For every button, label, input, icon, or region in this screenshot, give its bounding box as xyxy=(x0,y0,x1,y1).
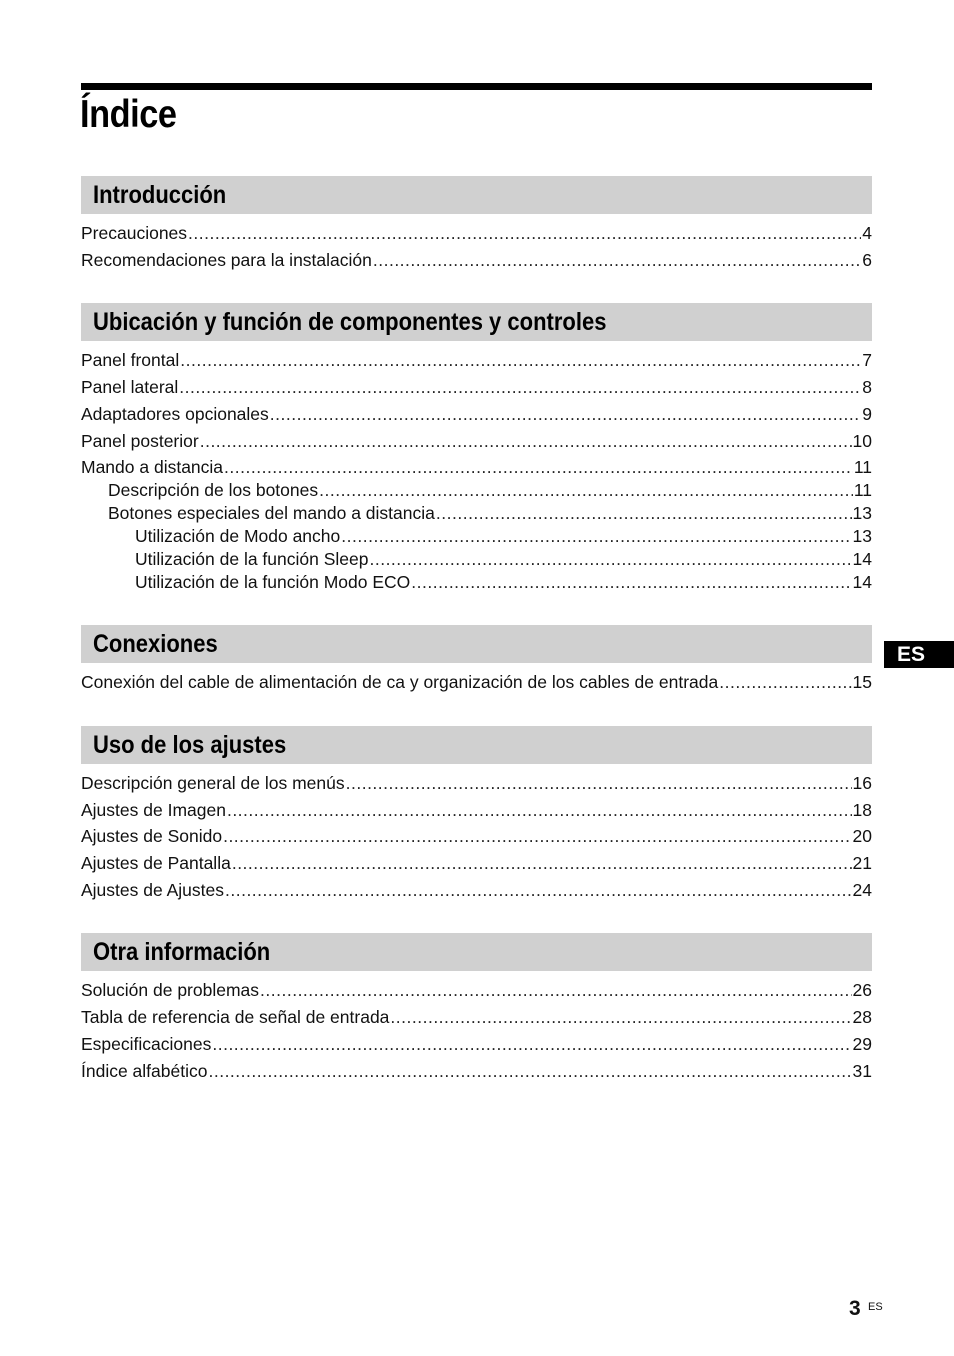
toc-entry-label: Panel frontal xyxy=(81,350,180,370)
toc-entry-label: Botones especiales del mando a distancia xyxy=(108,503,435,523)
toc-entry-label: Panel posterior xyxy=(81,431,199,451)
dot-leader xyxy=(341,525,851,547)
page-language-code: ES xyxy=(868,1301,883,1313)
toc-entry-label: Panel lateral xyxy=(81,377,179,397)
toc-entry[interactable] xyxy=(81,1006,872,1028)
page-title: Índice xyxy=(80,93,177,136)
toc-entry-label: Utilización de la función Sleep xyxy=(135,549,369,569)
toc-entry[interactable] xyxy=(81,1033,872,1055)
toc-entry-label: Utilización de Modo ancho xyxy=(135,526,341,546)
toc-entry[interactable] xyxy=(81,430,872,452)
toc-entry-label: Descripción de los botones xyxy=(108,480,319,500)
section-header-otra-informacion xyxy=(81,933,872,971)
toc-entry-label: Descripción general de los menús xyxy=(81,773,345,793)
toc-entry-page: 21 xyxy=(852,853,872,873)
toc-entry-label: Tabla de referencia de señal de entrada xyxy=(81,1007,390,1027)
dot-leader xyxy=(319,479,853,501)
dot-leader xyxy=(200,430,852,452)
section-header-ubicacion xyxy=(81,303,872,341)
toc-entry-page: 13 xyxy=(852,503,872,523)
dot-leader xyxy=(346,772,852,794)
section-heading: Ubicación y función de componentes y controles xyxy=(93,308,607,336)
toc-entry-label: Precauciones xyxy=(81,223,188,243)
dot-leader xyxy=(208,1060,851,1082)
top-rule xyxy=(81,83,872,90)
toc-entry-page: 14 xyxy=(852,572,872,592)
toc-entry-page: 7 xyxy=(862,350,872,370)
toc-entry[interactable] xyxy=(81,349,872,371)
toc-entry[interactable] xyxy=(81,1060,872,1082)
section-header-uso-ajustes xyxy=(81,726,872,764)
toc-subentry[interactable] xyxy=(108,502,872,524)
dot-leader xyxy=(411,571,851,593)
toc-entry[interactable] xyxy=(81,222,872,244)
section-heading: Conexiones xyxy=(93,630,218,658)
dot-leader xyxy=(188,222,861,244)
dot-leader xyxy=(373,249,861,271)
toc-entry[interactable] xyxy=(81,456,872,478)
toc-entry-page: 16 xyxy=(852,773,872,793)
page-number: 3 xyxy=(849,1297,861,1320)
toc-entry-label: Ajustes de Imagen xyxy=(81,800,226,820)
dot-leader xyxy=(270,403,861,425)
toc-subsubentry[interactable] xyxy=(135,548,872,570)
section-header-conexiones xyxy=(81,625,872,663)
toc-entry[interactable] xyxy=(81,403,872,425)
dot-leader xyxy=(227,799,852,821)
dot-leader xyxy=(180,349,861,371)
section-heading: Uso de los ajustes xyxy=(93,731,287,759)
toc-entry-page: 28 xyxy=(852,1007,872,1027)
dot-leader xyxy=(225,879,852,901)
toc-entry-label: Conexión del cable de alimentación de ca y organización de los cables de entrada xyxy=(81,672,719,692)
toc-entry[interactable] xyxy=(81,879,872,901)
toc-entry-page: 29 xyxy=(852,1034,872,1054)
toc-entry-page: 31 xyxy=(852,1061,872,1081)
toc-entry[interactable] xyxy=(81,979,872,1001)
section-heading: Otra información xyxy=(93,938,271,966)
dot-leader xyxy=(260,979,852,1001)
toc-entry-label: Ajustes de Ajustes xyxy=(81,880,224,900)
dot-leader xyxy=(369,548,851,570)
toc-entry[interactable] xyxy=(81,799,872,821)
toc-entry[interactable] xyxy=(81,671,872,693)
dot-leader xyxy=(390,1006,851,1028)
toc-entry-page: 13 xyxy=(852,526,872,546)
toc-entry-label: Recomendaciones para la instalación xyxy=(81,250,372,270)
dot-leader xyxy=(212,1033,851,1055)
toc-subsubentry[interactable] xyxy=(135,525,872,547)
dot-leader xyxy=(179,376,861,398)
toc-entry-label: Ajustes de Pantalla xyxy=(81,853,231,873)
toc-entry[interactable] xyxy=(81,376,872,398)
toc-entry[interactable] xyxy=(81,852,872,874)
section-header-introduccion xyxy=(81,176,872,214)
dot-leader xyxy=(224,456,853,478)
toc-entry-label: Solución de problemas xyxy=(81,980,260,1000)
toc-entry-page: 18 xyxy=(852,800,872,820)
language-tab: ES xyxy=(884,641,954,668)
toc-entry-label: Mando a distancia xyxy=(81,457,224,477)
toc-entry-page: 8 xyxy=(862,377,872,397)
toc-entry-label: Adaptadores opcionales xyxy=(81,404,269,424)
toc-subsubentry[interactable] xyxy=(135,571,872,593)
dot-leader xyxy=(719,671,851,693)
toc-entry-label: Ajustes de Sonido xyxy=(81,826,223,846)
toc-entry-page: 9 xyxy=(862,404,872,424)
toc-entry-label: Especificaciones xyxy=(81,1034,212,1054)
toc-entry-page: 11 xyxy=(853,480,872,500)
toc-entry-page: 15 xyxy=(852,672,872,692)
dot-leader xyxy=(232,852,852,874)
toc-entry-page: 6 xyxy=(862,250,872,270)
toc-entry[interactable] xyxy=(81,249,872,271)
toc-entry[interactable] xyxy=(81,825,872,847)
toc-entry-page: 24 xyxy=(852,880,872,900)
toc-entry-page: 20 xyxy=(852,826,872,846)
toc-entry-page: 11 xyxy=(853,457,872,477)
toc-entry-label: Índice alfabético xyxy=(81,1061,208,1081)
toc-entry-page: 4 xyxy=(862,223,872,243)
dot-leader xyxy=(223,825,851,847)
section-heading: Introducción xyxy=(93,181,227,209)
toc-entry-page: 26 xyxy=(852,980,872,1000)
dot-leader xyxy=(436,502,852,524)
toc-entry-label: Utilización de la función Modo ECO xyxy=(135,572,411,592)
toc-subentry[interactable] xyxy=(108,479,872,501)
toc-entry[interactable] xyxy=(81,772,872,794)
toc-entry-page: 14 xyxy=(852,549,872,569)
toc-entry-page: 10 xyxy=(852,431,872,451)
